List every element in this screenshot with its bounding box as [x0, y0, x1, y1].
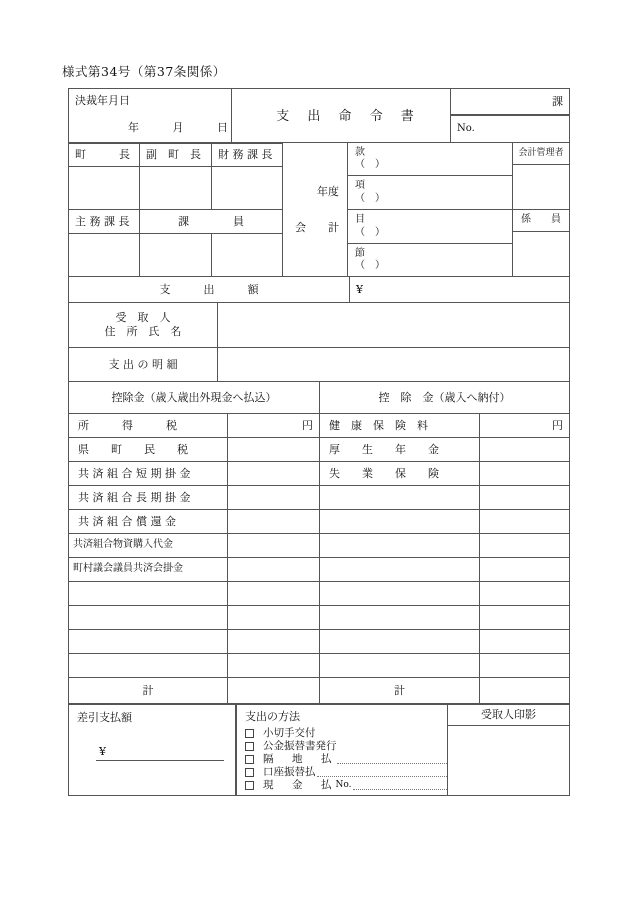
- deduction-right-total-label: [320, 678, 480, 704]
- deduction-left-value-2[interactable]: [228, 462, 320, 486]
- number-label: No.: [457, 122, 475, 134]
- day-mark: 日: [217, 121, 228, 134]
- deduction-right-label-text-1: 厚 生 年 金: [329, 442, 439, 456]
- deduction-right-label-4: [320, 510, 480, 534]
- net-payment-box[interactable]: [68, 704, 236, 796]
- budget-row-setsu[interactable]: [348, 244, 513, 277]
- payment-method-row-2[interactable]: [245, 753, 447, 766]
- expenditure-amount-label: 支 出 額: [159, 282, 259, 296]
- fiscal-year-label: 年度: [317, 184, 339, 198]
- details-label: 支 出 の 明 細: [108, 357, 178, 371]
- payment-method-label-1: 公金振替書発行: [263, 739, 337, 752]
- month-mark: 月: [172, 121, 184, 134]
- deduction-left-value-7[interactable]: [228, 582, 320, 606]
- official-header-deputy-mayor-label: 副 町 長: [146, 148, 201, 162]
- budget-row-kan[interactable]: [348, 143, 513, 176]
- deduction-right-value-6[interactable]: [480, 558, 570, 582]
- deduction-right-label-10: [320, 654, 480, 678]
- checkbox-icon[interactable]: [245, 781, 254, 790]
- clerk-label: 係 員: [521, 214, 561, 226]
- deduction-right-label-3: [320, 486, 480, 510]
- payment-method-row-0[interactable]: [245, 727, 447, 740]
- official-header-mayor-label: 町 長: [75, 148, 130, 162]
- left-total-label-text: 計: [142, 683, 154, 697]
- deduction-right-value-4[interactable]: [480, 510, 570, 534]
- accounting-manager-seal[interactable]: [513, 165, 570, 210]
- deduction-left-label-text-2: 共 済 組 合 短 期 掛 金: [78, 466, 191, 480]
- deduction-left-value-4[interactable]: [228, 510, 320, 534]
- section-label: 課: [552, 94, 563, 108]
- official-seal-deputy-mayor[interactable]: [140, 167, 212, 210]
- budget-name-moku: 目: [355, 214, 365, 225]
- deduction-right-value-8[interactable]: [480, 606, 570, 630]
- official-seal-staff-2[interactable]: [212, 234, 283, 277]
- official-header-finance-chief: [212, 143, 283, 167]
- official-header-dept-chief: [68, 210, 140, 234]
- payment-method-writeline-4[interactable]: [353, 780, 448, 790]
- deduction-left-label-text-5: 共済組合物資購入代金: [73, 539, 173, 551]
- deduction-right-label-5: [320, 534, 480, 558]
- deduction-left-label-7: [68, 582, 228, 606]
- deduction-right-label-text-0: 健 康 保 険 料: [329, 418, 428, 432]
- checkbox-icon[interactable]: [245, 755, 254, 764]
- checkbox-icon[interactable]: [245, 729, 254, 738]
- budget-paren-setsu: （ ）: [355, 260, 385, 271]
- payment-method-label-2: 隔 地 払: [263, 752, 336, 765]
- year-mark: 年: [128, 121, 139, 134]
- payee-label-line2: 住 所 氏 名: [104, 325, 182, 338]
- accounting-label-column: [283, 143, 348, 277]
- deduction-right-label-8: [320, 606, 480, 630]
- deduction-left-label-text-4: 共 済 組 合 償 還 金: [78, 514, 176, 528]
- deduction-right-label-1: [320, 438, 480, 462]
- deduction-left-value-10[interactable]: [228, 654, 320, 678]
- deduction-left-label-4: [68, 510, 228, 534]
- budget-name-ko: 項: [355, 180, 365, 191]
- details-label-cell: [68, 348, 218, 382]
- deduction-left-label-6: [68, 558, 228, 582]
- clerk-header: [513, 210, 570, 232]
- deduction-right-header-label: 控 除 金（歳入へ納付）: [378, 390, 511, 404]
- payee-value[interactable]: [218, 303, 570, 348]
- official-seal-finance-chief[interactable]: [212, 167, 283, 210]
- budget-row-moku[interactable]: [348, 210, 513, 244]
- budget-row-ko[interactable]: [348, 176, 513, 210]
- approval-date-label: 決裁年月日: [75, 94, 130, 107]
- deduction-right-value-9[interactable]: [480, 630, 570, 654]
- deduction-right-label-0: [320, 414, 480, 438]
- payment-method-label-4: 現 金 払: [263, 778, 336, 791]
- deduction-left-value-0[interactable]: [228, 414, 320, 438]
- deduction-right-value-5[interactable]: [480, 534, 570, 558]
- budget-paren-kan: （ ）: [355, 159, 385, 170]
- payment-method-number-label-4: No.: [335, 779, 352, 790]
- payee-label-cell: [68, 303, 218, 348]
- deduction-right-value-7[interactable]: [480, 582, 570, 606]
- deduction-right-header: [320, 382, 570, 414]
- official-seal-staff-1[interactable]: [140, 234, 212, 277]
- payee-seal-area[interactable]: [448, 726, 570, 796]
- form-code-heading: 様式第34号（第37条関係）: [62, 64, 226, 79]
- deduction-left-value-9[interactable]: [228, 630, 320, 654]
- deduction-left-label-1: [68, 438, 228, 462]
- payment-method-writeline-2[interactable]: [337, 754, 448, 764]
- deduction-left-label-text-6: 町村議会議員共済会掛金: [73, 563, 183, 575]
- deduction-left-value-1[interactable]: [228, 438, 320, 462]
- payee-label-line1: 受 取 人: [115, 311, 171, 325]
- expenditure-amount-label-cell: [68, 277, 350, 303]
- budget-paren-moku: （ ）: [355, 226, 385, 238]
- deduction-right-label-2: [320, 462, 480, 486]
- official-header-finance-chief-label: 財 務 課 長: [218, 148, 273, 162]
- official-seal-mayor[interactable]: [68, 167, 140, 210]
- net-payment-currency: ¥: [99, 744, 106, 758]
- deduction-left-label-3: [68, 486, 228, 510]
- deduction-right-value-0[interactable]: [480, 414, 570, 438]
- budget-name-kan: 款: [355, 146, 365, 158]
- official-header-mayor: [68, 143, 140, 167]
- official-seal-dept-chief[interactable]: [68, 234, 140, 277]
- deduction-left-label-text-3: 共 済 組 合 長 期 掛 金: [78, 490, 191, 504]
- details-value[interactable]: [218, 348, 570, 382]
- deduction-left-label-9: [68, 630, 228, 654]
- deduction-left-value-3[interactable]: [228, 486, 320, 510]
- payment-method-row-4[interactable]: [245, 779, 447, 792]
- payee-seal-label: 受取人印影: [481, 708, 536, 722]
- section-name-box[interactable]: [450, 88, 570, 115]
- payee-seal-header: [448, 704, 570, 726]
- accounting-manager-label: 会計管理者: [518, 147, 564, 158]
- budget-name-setsu: 節: [355, 247, 365, 259]
- deduction-right-value-1[interactable]: [480, 438, 570, 462]
- deduction-left-label-0: [68, 414, 228, 438]
- deduction-right-unit: 円: [552, 418, 563, 432]
- deduction-left-unit: 円: [302, 418, 313, 432]
- approval-date-fields[interactable]: [128, 119, 228, 135]
- deduction-right-value-10[interactable]: [480, 654, 570, 678]
- deduction-right-label-6: [320, 558, 480, 582]
- clerk-seal[interactable]: [513, 232, 570, 277]
- deduction-left-header: [68, 382, 320, 414]
- official-header-dept-chief-label: 主 務 課 長: [75, 214, 130, 228]
- payment-method-row-1[interactable]: [245, 740, 447, 753]
- deduction-left-label-text-0: 所 得 税: [78, 418, 177, 432]
- deduction-left-total-label: [68, 678, 228, 704]
- deduction-left-label-2: [68, 462, 228, 486]
- deduction-left-header-label: 控除金（歳入歳出外現金へ払込）: [111, 390, 277, 404]
- deduction-right-total-value[interactable]: [480, 678, 570, 704]
- payment-method-writeline-3[interactable]: [317, 767, 448, 777]
- accounting-manager-header: [513, 143, 570, 165]
- net-payment-rule: [96, 760, 224, 761]
- title-area: [232, 88, 450, 143]
- checkbox-icon[interactable]: [245, 742, 254, 751]
- deduction-left-label-5: [68, 534, 228, 558]
- payment-method-list: [245, 727, 447, 792]
- yen-symbol: ¥: [356, 282, 363, 296]
- deduction-right-label-7: [320, 582, 480, 606]
- right-total-label-text: 計: [394, 683, 405, 697]
- payment-method-row-3[interactable]: [245, 766, 447, 779]
- document-title: 支 出 命 令 書: [276, 109, 421, 124]
- deduction-left-value-6[interactable]: [228, 558, 320, 582]
- deduction-right-label-9: [320, 630, 480, 654]
- official-header-deputy-mayor: [140, 143, 212, 167]
- checkbox-icon[interactable]: [245, 768, 254, 777]
- account-label: 会 計: [295, 220, 339, 234]
- deduction-left-value-5[interactable]: [228, 534, 320, 558]
- deduction-right-value-3[interactable]: [480, 486, 570, 510]
- net-payment-label: 差引支払額: [77, 711, 132, 724]
- official-header-staff-label: 課 員: [178, 214, 244, 228]
- payment-method-box: [236, 704, 448, 796]
- document-number-box[interactable]: [450, 115, 570, 143]
- deduction-left-value-8[interactable]: [228, 606, 320, 630]
- deduction-right-value-2[interactable]: [480, 462, 570, 486]
- deduction-left-label-8: [68, 606, 228, 630]
- payment-method-label-3: 口座振替払: [263, 765, 316, 778]
- deduction-left-label-text-1: 県 町 民 税: [78, 442, 188, 456]
- deduction-left-total-value[interactable]: [228, 678, 320, 704]
- payment-method-title: 支出の方法: [245, 710, 300, 723]
- budget-paren-ko: （ ）: [355, 192, 385, 204]
- official-header-staff: [140, 210, 283, 234]
- expenditure-amount-value[interactable]: [350, 277, 570, 303]
- payment-method-label-0: 小切手交付: [263, 726, 316, 739]
- deduction-right-label-text-2: 失 業 保 険: [329, 466, 439, 480]
- deduction-left-label-10: [68, 654, 228, 678]
